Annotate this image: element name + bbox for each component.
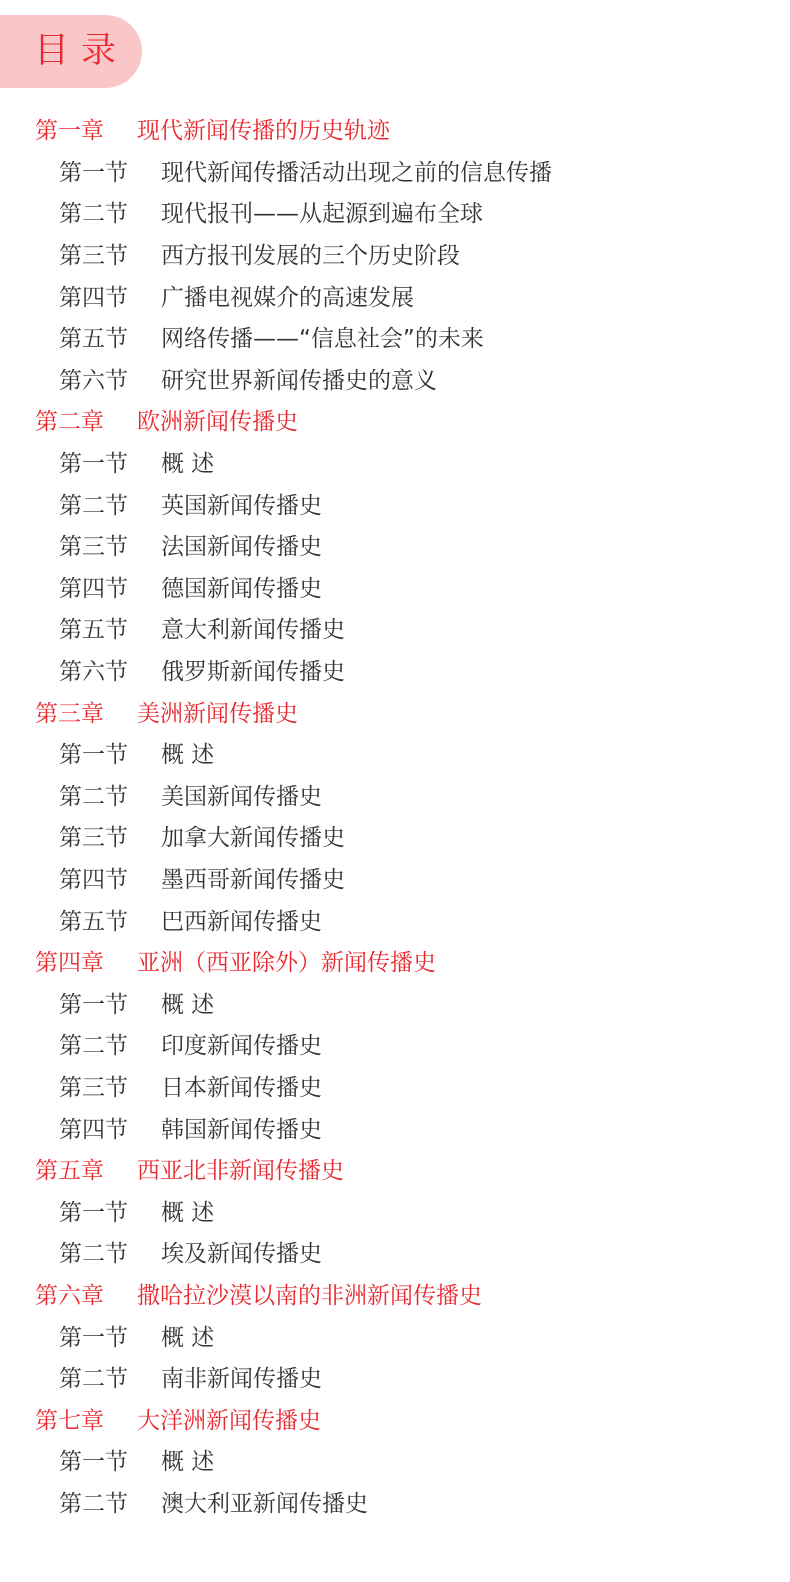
section-number: 第三节 [59, 1074, 128, 1101]
section-title: 澳大利亚新闻传播史 [161, 1490, 368, 1517]
section-number: 第一节 [59, 1449, 128, 1476]
section-number: 第一节 [59, 1199, 128, 1226]
toc-section[interactable] [0, 815, 790, 857]
toc-section[interactable] [0, 233, 790, 275]
section-title: 概 述 [161, 1199, 215, 1226]
toc-section[interactable] [0, 358, 790, 400]
chapter-title: 现代新闻传播的历史轨迹 [137, 118, 390, 145]
section-title: 概 述 [161, 742, 215, 769]
toc-section[interactable] [0, 1231, 790, 1273]
section-number: 第二节 [59, 783, 128, 810]
section-number: 第一节 [59, 159, 128, 186]
table-of-contents [0, 108, 790, 1522]
toc-section[interactable] [0, 274, 790, 316]
section-number: 第五节 [59, 617, 128, 644]
page-title: 目录 [34, 31, 129, 71]
toc-chapter[interactable] [0, 108, 790, 150]
toc-section[interactable] [0, 316, 790, 358]
section-number: 第三节 [59, 534, 128, 561]
toc-section[interactable] [0, 1481, 790, 1523]
section-title: 概 述 [161, 451, 215, 478]
toc-section[interactable] [0, 649, 790, 691]
section-title: 埃及新闻传播史 [161, 1241, 322, 1268]
section-title: 法国新闻传播史 [161, 534, 322, 561]
section-number: 第四节 [59, 284, 128, 311]
section-number: 第五节 [59, 326, 128, 353]
chapter-title: 欧洲新闻传播史 [137, 409, 298, 436]
toc-header [0, 15, 142, 88]
section-title: 巴西新闻传播史 [161, 908, 322, 935]
section-number: 第二节 [59, 1366, 128, 1393]
section-title: 现代报刊——从起源到遍布全球 [161, 201, 483, 228]
section-number: 第二节 [59, 492, 128, 519]
section-title: 研究世界新闻传播史的意义 [161, 367, 437, 394]
toc-section[interactable] [0, 1314, 790, 1356]
section-title: 韩国新闻传播史 [161, 1116, 322, 1143]
toc-chapter[interactable] [0, 690, 790, 732]
toc-chapter[interactable] [0, 1397, 790, 1439]
section-number: 第二节 [59, 1490, 128, 1517]
section-title: 加拿大新闻传播史 [161, 825, 345, 852]
toc-chapter[interactable] [0, 940, 790, 982]
section-title: 美国新闻传播史 [161, 783, 322, 810]
chapter-title: 亚洲（西亚除外）新闻传播史 [137, 950, 436, 977]
section-number: 第六节 [59, 659, 128, 686]
chapter-title: 美洲新闻传播史 [137, 700, 298, 727]
section-title: 网络传播——“信息社会”的未来 [161, 326, 484, 353]
section-number: 第一节 [59, 991, 128, 1018]
section-number: 第二节 [59, 1241, 128, 1268]
section-number: 第五节 [59, 908, 128, 935]
section-number: 第一节 [59, 451, 128, 478]
toc-section[interactable] [0, 1106, 790, 1148]
section-number: 第四节 [59, 1116, 128, 1143]
toc-section[interactable] [0, 732, 790, 774]
toc-section[interactable] [0, 1065, 790, 1107]
chapter-number: 第四章 [35, 950, 104, 977]
section-title: 日本新闻传播史 [161, 1074, 322, 1101]
section-title: 英国新闻传播史 [161, 492, 322, 519]
toc-section[interactable] [0, 981, 790, 1023]
toc-section[interactable] [0, 524, 790, 566]
section-title: 现代新闻传播活动出现之前的信息传播 [161, 159, 552, 186]
section-number: 第六节 [59, 367, 128, 394]
toc-section[interactable] [0, 566, 790, 608]
toc-section[interactable] [0, 1023, 790, 1065]
toc-chapter[interactable] [0, 399, 790, 441]
toc-section[interactable] [0, 1189, 790, 1231]
section-number: 第四节 [59, 575, 128, 602]
section-title: 德国新闻传播史 [161, 575, 322, 602]
toc-section[interactable] [0, 150, 790, 192]
chapter-title: 撒哈拉沙漠以南的非洲新闻传播史 [137, 1282, 482, 1309]
section-title: 广播电视媒介的高速发展 [161, 284, 414, 311]
toc-chapter[interactable] [0, 1273, 790, 1315]
section-number: 第一节 [59, 1324, 128, 1351]
section-number: 第二节 [59, 1033, 128, 1060]
section-title: 概 述 [161, 991, 215, 1018]
chapter-number: 第七章 [35, 1407, 104, 1434]
toc-section[interactable] [0, 857, 790, 899]
toc-section[interactable] [0, 482, 790, 524]
chapter-title: 大洋洲新闻传播史 [137, 1407, 321, 1434]
section-title: 意大利新闻传播史 [161, 617, 345, 644]
section-number: 第三节 [59, 243, 128, 270]
section-title: 俄罗斯新闻传播史 [161, 659, 345, 686]
section-title: 印度新闻传播史 [161, 1033, 322, 1060]
section-title: 南非新闻传播史 [161, 1366, 322, 1393]
toc-section[interactable] [0, 1356, 790, 1398]
toc-section[interactable] [0, 1439, 790, 1481]
section-title: 墨西哥新闻传播史 [161, 866, 345, 893]
toc-section[interactable] [0, 441, 790, 483]
toc-section[interactable] [0, 607, 790, 649]
section-number: 第二节 [59, 201, 128, 228]
section-title: 概 述 [161, 1324, 215, 1351]
chapter-title: 西亚北非新闻传播史 [137, 1158, 344, 1185]
chapter-number: 第一章 [35, 118, 104, 145]
chapter-number: 第五章 [35, 1158, 104, 1185]
chapter-number: 第三章 [35, 700, 104, 727]
toc-chapter[interactable] [0, 1148, 790, 1190]
section-title: 概 述 [161, 1449, 215, 1476]
section-number: 第一节 [59, 742, 128, 769]
toc-section[interactable] [0, 774, 790, 816]
chapter-number: 第二章 [35, 409, 104, 436]
toc-section[interactable] [0, 191, 790, 233]
section-title: 西方报刊发展的三个历史阶段 [161, 243, 460, 270]
section-number: 第三节 [59, 825, 128, 852]
chapter-number: 第六章 [35, 1282, 104, 1309]
toc-section[interactable] [0, 898, 790, 940]
section-number: 第四节 [59, 866, 128, 893]
